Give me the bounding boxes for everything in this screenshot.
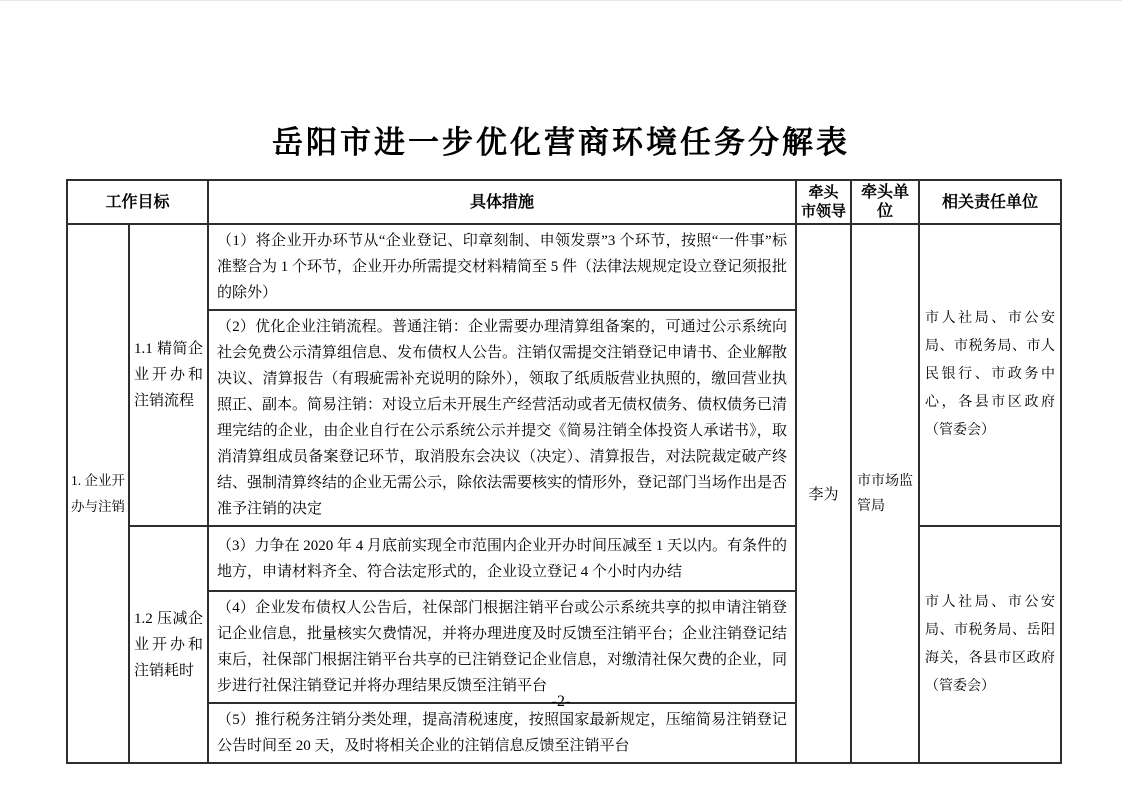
header-lead-city-leader-line1: 牵头 xyxy=(808,184,839,201)
leader-cell: 李为 xyxy=(796,224,851,763)
measure-cell-5: （5）推行税务注销分类处理，提高清税速度，按照国家最新规定，压缩简易注销登记公告时间至 20 天，及时将相关企业的注销信息反馈至注销平台 xyxy=(208,703,796,763)
table-header-row xyxy=(67,180,1061,224)
responsible-cell-2: 市人社局、市公安局、市税务局、岳阳海关，各县市区政府（管委会） xyxy=(919,526,1061,763)
measure-cell-1: （1）将企业开办环节从“企业登记、印章刻制、申领发票”3 个环节，按照“一件事”标准整合为 1 个环节，企业开办所需提交材料精简至 5 件（法律法规规定设立登记须报批的除外） xyxy=(208,224,796,310)
measure-cell-3: （3）力争在 2020 年 4 月底前实现全市范围内企业开办时间压减至 1 天以内。有条件的地方，申请材料齐全、符合法定形式的，企业设立登记 4 个小时内办结 xyxy=(208,526,796,591)
header-lead-city-leader-line2: 市领导 xyxy=(801,203,847,220)
subgoal-cell-1-2: 1.2 压减企业开办和注销耗时 xyxy=(129,526,208,763)
subgoal-cell-1-1: 1.1 精简企业开办和注销流程 xyxy=(129,224,208,526)
lead-unit-cell: 市市场监管局 xyxy=(851,224,919,763)
header-lead-city-leader xyxy=(796,180,851,224)
measure-cell-2: （2）优化企业注销流程。普通注销：企业需要办理清算组备案的，可通过公示系统向社会免费公示清算组信息、发布债权人公告。注销仅需提交注销登记申请书、企业解散决议、清算报告（有瑕疵需补充说明的除外），领取了纸质版营业执照的，缴回营业执照正、副本。简易注销：对设立后未开展生产经营活动或者无债权债务、债权债务已清理完结的企业，由企业自行在公示系统公示并提交《简易注销全体投资人承诺书》，取消清算组成员备案登记环节，取消股东会决议（决定）、清算报告，对法院裁定破产终结、强制清算终结的企业无需公示，除依法需要核实的情形外，登记部门当场作出是否准予注销的决定 xyxy=(208,310,796,526)
header-responsible-units: 相关责任单位 xyxy=(919,180,1061,224)
page-number: -2- xyxy=(551,693,571,710)
table-row xyxy=(67,224,1061,310)
measure-cell-4: （4）企业发布债权人公告后，社保部门根据注销平台或公示系统共享的拟申请注销登记企业信息，批量核实欠费情况，并将办理进度及时反馈至注销平台；企业注销登记结束后，社保部门根据注销平台共享的已注销登记企业信息，对缴清社保欠费的企业，同步进行社保注销登记并将办理结果反馈至注销平台 xyxy=(208,591,796,703)
task-table xyxy=(66,179,1062,764)
header-measures: 具体措施 xyxy=(208,180,796,224)
goal-cell: 1. 企业开办与注销 xyxy=(67,224,129,763)
document-title: 岳阳市进一步优化营商环境任务分解表 xyxy=(272,125,850,160)
responsible-cell-1: 市人社局、市公安局、市税务局、市人民银行、市政务中心，各县市区政府（管委会） xyxy=(919,224,1061,526)
header-work-goal: 工作目标 xyxy=(67,180,208,224)
header-lead-unit: 牵头单位 xyxy=(851,180,919,224)
